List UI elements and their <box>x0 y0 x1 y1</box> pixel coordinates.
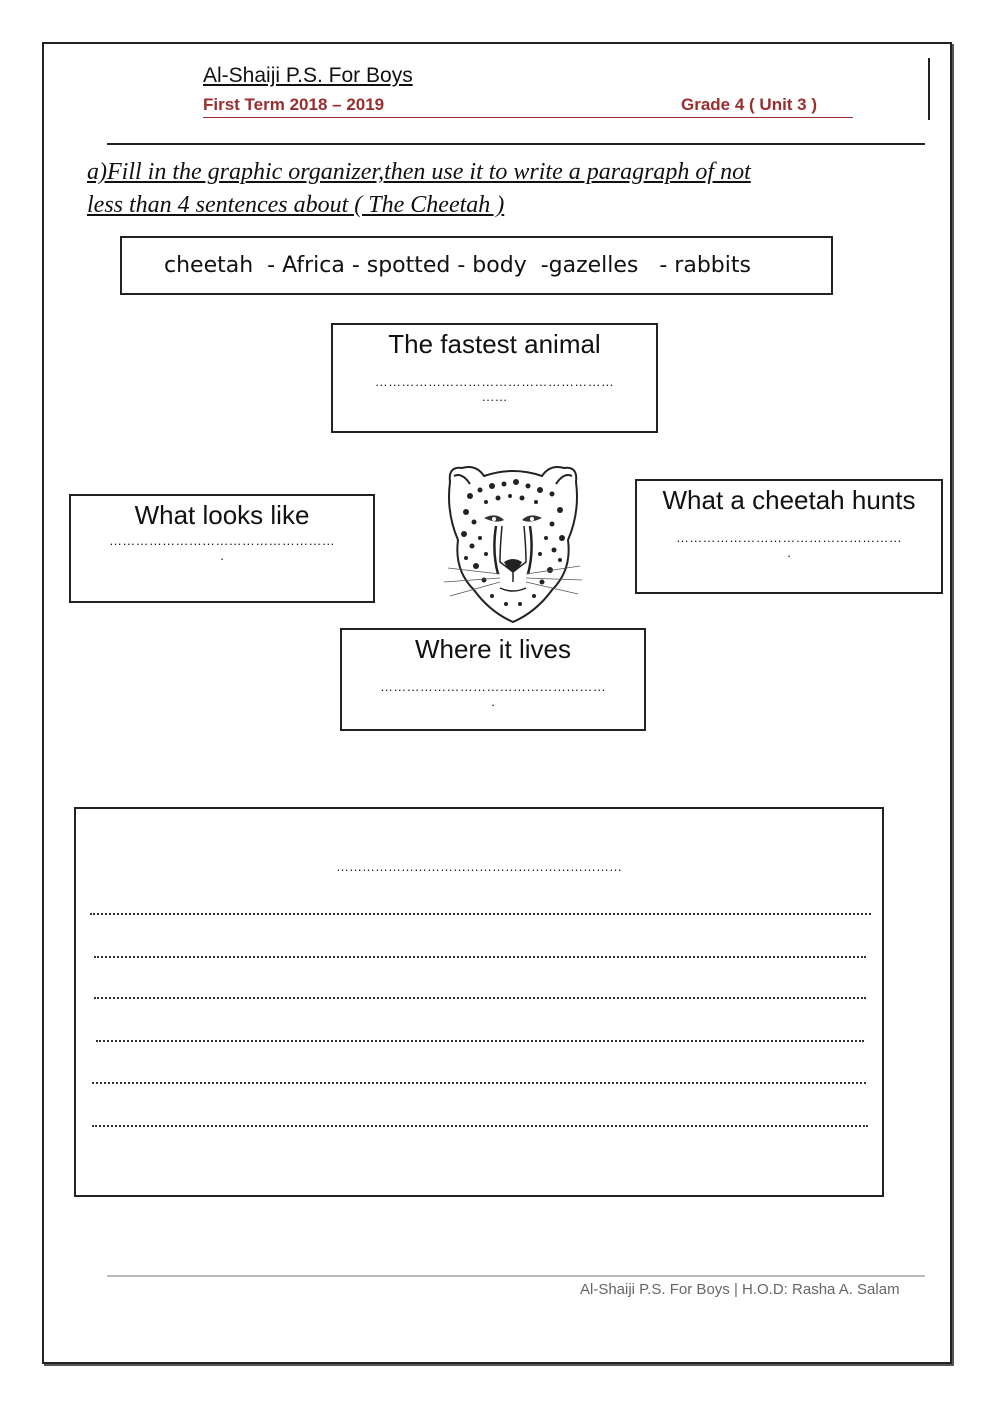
instruction-line-2: less than 4 sentences about ( The Cheetah ) <box>87 192 505 218</box>
writing-line-1[interactable] <box>90 913 871 915</box>
writing-line-5[interactable] <box>92 1082 866 1084</box>
box-what-it-hunts <box>635 479 943 594</box>
box-what-looks-like <box>69 494 375 603</box>
box-title: What looks like <box>134 500 310 530</box>
answer-dots[interactable]: …………………………………………… <box>379 679 607 694</box>
answer-dots-end: …… <box>481 389 508 404</box>
box-where-it-lives <box>340 628 646 731</box>
grade-label: Grade 4 ( Unit 3 ) <box>681 95 818 114</box>
box-title: The fastest animal <box>388 329 601 359</box>
box-title: What a cheetah hunts <box>662 485 916 515</box>
instruction-line-1: a)Fill in the graphic organizer,then use it to write a paragraph of not <box>87 159 751 185</box>
answer-dots[interactable]: …………………………………………… <box>675 530 903 545</box>
box-title: Where it lives <box>414 634 572 664</box>
term-label: First Term 2018 – 2019 <box>203 95 385 114</box>
term-row <box>203 95 853 118</box>
writing-line-4[interactable] <box>96 1040 864 1042</box>
school-name: Al-Shaiji P.S. For Boys <box>203 64 413 87</box>
writing-title-line[interactable]: ………………………………………………………… <box>336 859 622 874</box>
word-bank: cheetah - Africa - spotted - body -gazelles - rabbits <box>120 236 833 295</box>
writing-box <box>74 807 884 1197</box>
answer-dots-end: . <box>787 545 791 560</box>
header-rule <box>107 143 925 145</box>
answer-dots-end: . <box>491 694 495 709</box>
writing-line-6[interactable] <box>92 1125 868 1127</box>
footer-rule <box>107 1275 925 1277</box>
writing-line-2[interactable] <box>94 956 866 958</box>
cheetah-head-icon <box>440 462 586 626</box>
footer-text: Al-Shaiji P.S. For Boys | H.O.D: Rasha A. Salam <box>580 1281 900 1298</box>
answer-dots[interactable]: …………………………………………… <box>108 533 336 548</box>
answer-dots-end: . <box>220 548 224 563</box>
box-fastest-animal <box>331 323 658 433</box>
instruction <box>87 156 867 222</box>
answer-dots[interactable]: ……………………………………………… <box>374 374 615 389</box>
corner-bar <box>928 58 930 120</box>
writing-line-3[interactable] <box>94 997 866 999</box>
